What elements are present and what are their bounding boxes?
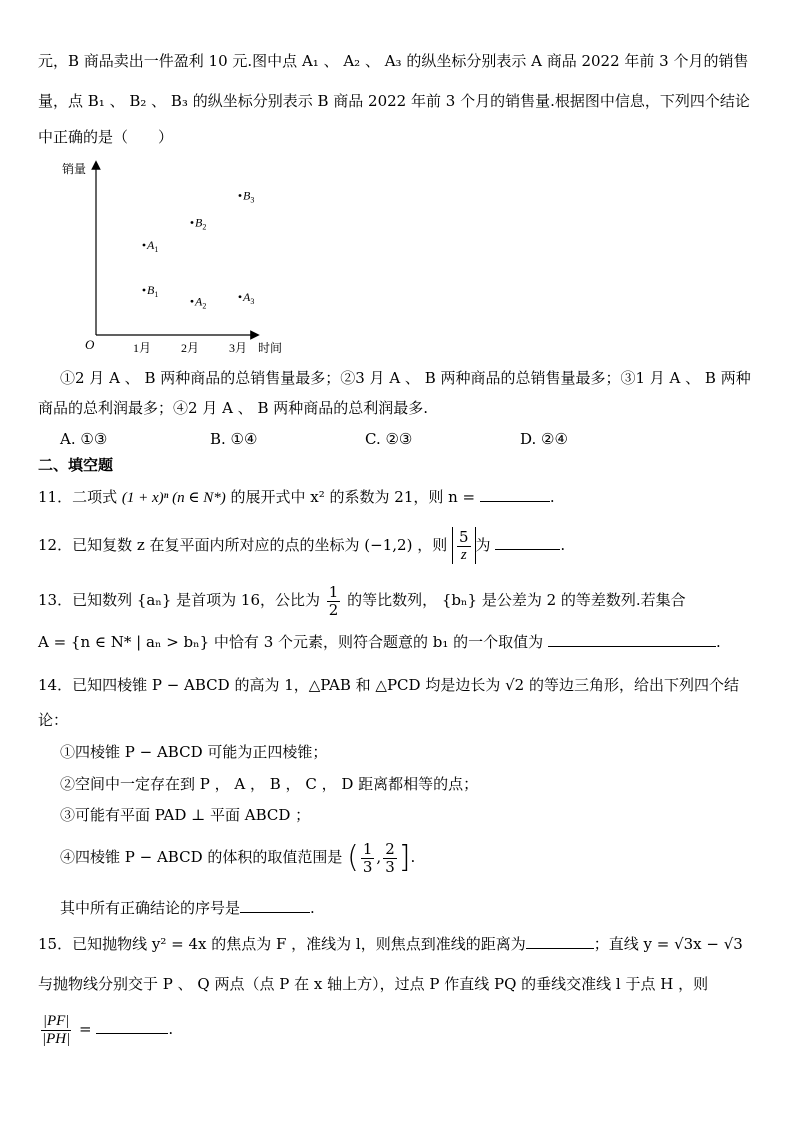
point-label-b2: $B_2$	[195, 215, 207, 232]
section-title: 二、填空题	[38, 456, 114, 474]
point-label-b3: $B_3$	[243, 188, 255, 205]
x-tick-label: 1月	[133, 341, 152, 355]
q12-text-mid: 为	[475, 536, 491, 554]
q10-option-a: A. ①③	[60, 430, 108, 448]
q14-s4-right-bracket: ]	[398, 840, 411, 875]
x-tick-label: 3月	[229, 341, 248, 355]
q15-line-3	[38, 1010, 173, 1048]
q11-answer-blank[interactable]	[480, 487, 550, 502]
q14-statement-2: ②空间中一定存在到 P ， A ， B ， C ， D 距离都相等的点；	[60, 775, 479, 793]
q14-s4-comma: ,	[376, 848, 382, 866]
point-b3	[239, 194, 242, 197]
q10-option-b: B. ①④	[210, 430, 258, 448]
point-a3	[239, 295, 242, 298]
q13-text-mid: 的等比数列， {bₙ} 是公差为 2 的等差数列.若集合	[347, 591, 686, 609]
sales-scatter-chart	[50, 155, 300, 360]
y-axis-label: 销量	[62, 162, 87, 176]
q15-denominator: |PH|	[42, 1030, 71, 1047]
q15-equals: =	[74, 1020, 92, 1038]
point-label-a3: $A_3$	[243, 289, 255, 306]
q14-ask	[60, 898, 315, 918]
q10-statements-line-1: ①2 月 A 、 B 两种商品的总销售量最多；②3 月 A 、 B 两种商品的总销售量最多；③1 月 A 、 B 两种	[60, 369, 751, 387]
q11-end: .	[549, 488, 555, 506]
q14-ask-text: 其中所有正确结论的序号是	[60, 899, 241, 917]
q14-s4-den2: 3	[385, 857, 395, 876]
point-a2	[191, 300, 194, 303]
q10-options	[60, 429, 600, 449]
point-b1	[143, 289, 146, 292]
q14-answer-blank[interactable]	[240, 898, 310, 913]
x-axis-label: 时间	[258, 341, 283, 355]
q13-denominator: 2	[328, 600, 339, 619]
q15-numerator: |PF|	[42, 1012, 70, 1029]
question-13-line-2	[38, 632, 721, 652]
q11-expr: (1 + x)ⁿ (n ∈ N*)	[121, 490, 226, 506]
point-label-b1: $B_1$	[147, 283, 159, 299]
q15-text: 15．已知抛物线 y² = 4x 的焦点为 F ，准线为 l，则焦点到准线的距离为	[38, 935, 526, 953]
question-11	[38, 487, 555, 508]
q14-s4-text: ④四棱锥 P − ABCD 的体积的取值范围是	[60, 848, 343, 866]
q15-answer-blank-2[interactable]	[96, 1019, 168, 1034]
q14-s4-left-bracket: (	[347, 840, 359, 875]
q14-line-1: 14．已知四棱锥 P − ABCD 的高为 1，△PAB 和 △PCD 均是边长为 √2 的等边三角形，给出下列四个结	[38, 676, 739, 694]
q12-denominator: z	[460, 546, 467, 563]
question-13	[38, 582, 686, 619]
q15-text-mid: ；直线 y = √3x − √3	[593, 935, 743, 953]
q15-answer-blank-1[interactable]	[526, 934, 594, 949]
q14-s4-num2: 2	[385, 839, 395, 858]
q15-line-1	[38, 934, 743, 954]
point-label-a1: $A_1$	[147, 238, 159, 254]
q13-text-line2: A = {n ∈ N* | aₙ > bₙ} 中恰有 3 个元素，则符合题意的 b₁ 的一个取值为	[38, 633, 544, 651]
q12-end: .	[560, 536, 566, 554]
q12-abs-fraction	[452, 527, 476, 564]
q15-end: .	[168, 1020, 174, 1038]
x-tick-label: 2月	[181, 341, 200, 355]
q13-numerator: 1	[328, 582, 339, 601]
point-label-a2: $A_2$	[195, 294, 207, 311]
q13-text: 13．已知数列 {aₙ} 是首项为 16，公比为	[38, 591, 320, 609]
q12-text: 12．已知复数 z 在复平面内所对应的点的坐标为 (−1,2) ，则	[38, 536, 448, 554]
q12-answer-blank[interactable]	[495, 535, 560, 550]
q14-statement-1: ①四棱锥 P − ABCD 可能为正四棱锥；	[60, 743, 328, 761]
origin-label: O	[85, 337, 95, 352]
intro-line-2: 量，点 B₁ 、 B₂ 、 B₃ 的纵坐标分别表示 B 商品 2022 年前 3 个月的销售量.根据图中信息，下列四个结论	[38, 92, 750, 110]
q14-line-2: 论：	[38, 711, 69, 729]
q10-option-c: C. ②③	[365, 430, 413, 448]
q14-s4-den1: 3	[362, 857, 373, 876]
q15-line-2: 与抛物线分别交于 P 、 Q 两点（点 P 在 x 轴上方），过点 P 作直线 PQ 的垂线交准线 l 于点 H ，则	[38, 975, 709, 993]
intro-line-1: 元，B 商品卖出一件盈利 10 元.图中点 A₁ 、 A₂ 、 A₃ 的纵坐标分别表示 A 商品 2022 年前 3 个月的销售	[38, 52, 749, 70]
q10-option-d: D. ②④	[520, 430, 568, 448]
q10-statements-line-2: 商品的总利润最多；④2 月 A 、 B 两种商品的总利润最多.	[38, 399, 429, 417]
q14-ask-end: .	[310, 899, 315, 917]
q12-numerator: 5	[458, 527, 469, 546]
q14-statement-4	[60, 838, 415, 877]
q13-end: .	[715, 633, 721, 651]
q11-text-mid: 的展开式中 x² 的系数为 21，则 n =	[230, 488, 476, 506]
question-12	[38, 527, 565, 564]
q14-statement-3: ③可能有平面 PAD ⊥ 平面 ABCD ；	[60, 806, 311, 824]
point-b2	[191, 221, 194, 224]
q13-answer-blank[interactable]	[548, 632, 716, 647]
q11-text: 11．二项式	[38, 488, 118, 506]
q14-s4-end: .	[410, 848, 416, 866]
point-a1	[143, 244, 146, 247]
intro-line-3: 中正确的是（ ）	[38, 128, 174, 146]
q14-s4-num1: 1	[362, 839, 373, 858]
